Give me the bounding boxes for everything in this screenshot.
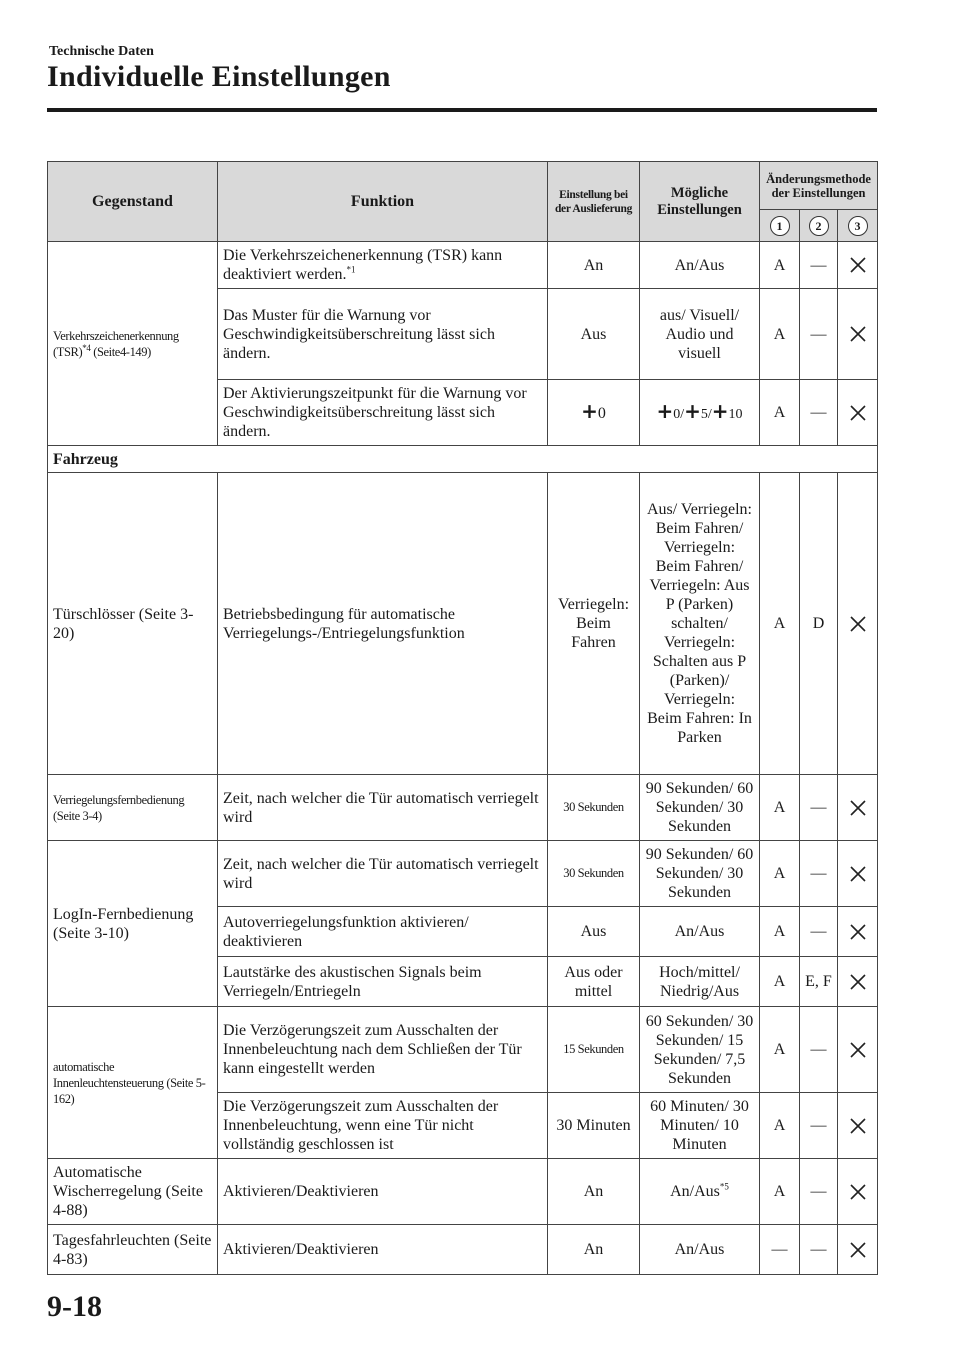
page-number: 9-18: [47, 1290, 102, 1323]
page-title: Individuelle Einstellungen: [47, 60, 391, 93]
function-cell: Der Aktivierungszeitpunkt für die Warnung vor Geschwindigkeitsüberschreitung lässt sich ändern.: [218, 380, 548, 446]
x-mark-icon: [838, 841, 878, 907]
options-cell: An/Aus: [640, 1225, 760, 1275]
function-cell: Die Verzögerungszeit zum Ausschalten der Innenbeleuchtung, wenn eine Tür nicht vollständig geschlossen ist: [218, 1093, 548, 1159]
item-login-remote: LogIn-Fernbedienung (Seite 3-10): [48, 841, 218, 1007]
method-col-1: 1: [760, 210, 800, 242]
options-cell: Aus/ Verriegeln: Beim Fahren/ Verriegeln: Beim Fahren/ Verriegeln: Aus P (Parken) schalten/ Verriegeln: Schalten aus P (Parken)/ Verriegeln: Beim Fahren: In Parken: [640, 473, 760, 775]
x-mark-icon: [838, 380, 878, 446]
function-cell: Zeit, nach welcher die Tür automatisch verriegelt wird: [218, 841, 548, 907]
method-1-cell: A: [760, 242, 800, 289]
header-item: Gegenstand: [48, 162, 218, 242]
method-2-cell: —: [800, 380, 838, 446]
function-cell: Autoverriegelungsfunktion aktivieren/ deaktivieren: [218, 907, 548, 957]
factory-cell: 15 Sekunden: [548, 1007, 640, 1093]
method-2-cell: E, F: [800, 957, 838, 1007]
method-1-cell: A: [760, 907, 800, 957]
factory-cell: 30 Sekunden: [548, 841, 640, 907]
table-row: [48, 1159, 878, 1225]
x-mark-icon: [838, 775, 878, 841]
method-2-cell: —: [800, 1093, 838, 1159]
table-row: [48, 242, 878, 289]
x-mark-icon: [838, 1007, 878, 1093]
header-change-method: Änderungsmethode der Einstellungen: [760, 162, 878, 210]
item-daytime-lights: Tagesfahrleuchten (Seite 4-83): [48, 1225, 218, 1275]
item-remote: Verriegelungsfernbedienung (Seite 3-4): [48, 775, 218, 841]
method-2-cell: —: [800, 907, 838, 957]
method-2-cell: D: [800, 473, 838, 775]
x-mark-icon: [838, 242, 878, 289]
method-1-cell: A: [760, 957, 800, 1007]
table-row: [48, 1007, 878, 1093]
table-row: [48, 1225, 878, 1275]
function-cell: Zeit, nach welcher die Tür automatisch verriegelt wird: [218, 775, 548, 841]
table-row: [48, 841, 878, 907]
factory-cell: Verriegeln: Beim Fahren: [548, 473, 640, 775]
options-cell: 60 Minuten/ 30 Minuten/ 10 Minuten: [640, 1093, 760, 1159]
group-label: Fahrzeug: [48, 446, 878, 473]
method-1-cell: A: [760, 841, 800, 907]
factory-cell: +0: [548, 380, 640, 446]
method-1-cell: A: [760, 1007, 800, 1093]
x-mark-icon: [838, 1093, 878, 1159]
x-mark-icon: [838, 907, 878, 957]
factory-cell: An: [548, 242, 640, 289]
method-col-2: 2: [800, 210, 838, 242]
function-cell: Aktivieren/Deaktivieren: [218, 1159, 548, 1225]
function-cell: Aktivieren/Deaktivieren: [218, 1225, 548, 1275]
method-1-cell: A: [760, 775, 800, 841]
factory-cell: An: [548, 1159, 640, 1225]
options-cell: 90 Sekunden/ 60 Sekunden/ 30 Sekunden: [640, 775, 760, 841]
x-mark-icon: [838, 957, 878, 1007]
plus-icon: +: [684, 398, 701, 423]
factory-cell: 30 Minuten: [548, 1093, 640, 1159]
header-possible-settings: Mögliche Einstellungen: [640, 162, 760, 242]
options-cell: An/Aus: [640, 907, 760, 957]
method-2-cell: —: [800, 1159, 838, 1225]
method-1-cell: A: [760, 473, 800, 775]
plus-icon: +: [711, 398, 729, 423]
header-factory-setting: Einstellung bei der Auslieferung: [548, 162, 640, 242]
method-2-cell: —: [800, 1007, 838, 1093]
item-wiper: Automatische Wischerregelung (Seite 4-88): [48, 1159, 218, 1225]
x-mark-icon: [838, 289, 878, 380]
table-row: [48, 473, 878, 775]
method-2-cell: —: [800, 242, 838, 289]
settings-table: [47, 161, 878, 1275]
options-cell: +0/+5/+10: [640, 380, 760, 446]
method-1-cell: A: [760, 1093, 800, 1159]
options-cell: An/Aus$^{*5}$: [640, 1159, 760, 1225]
factory-cell: Aus: [548, 907, 640, 957]
options-cell: 90 Sekunden/ 60 Sekunden/ 30 Sekunden: [640, 841, 760, 907]
x-mark-icon: [838, 1159, 878, 1225]
table-row: [48, 775, 878, 841]
factory-cell: An: [548, 1225, 640, 1275]
title-divider: [47, 108, 877, 112]
method-2-cell: —: [800, 1225, 838, 1275]
factory-cell: Aus oder mittel: [548, 957, 640, 1007]
function-cell: Die Verkehrszeichenerkennung (TSR) kann deaktiviert werden.$^{*1}$: [218, 242, 548, 289]
factory-cell: Aus: [548, 289, 640, 380]
options-cell: 60 Sekunden/ 30 Sekunden/ 15 Sekunden/ 7,5 Sekunden: [640, 1007, 760, 1093]
method-2-cell: —: [800, 841, 838, 907]
method-1-cell: —: [760, 1225, 800, 1275]
group-row: [48, 446, 878, 473]
method-2-cell: —: [800, 289, 838, 380]
plus-icon: +: [656, 398, 674, 423]
method-1-cell: A: [760, 380, 800, 446]
function-cell: Die Verzögerungszeit zum Ausschalten der Innenbeleuchtung nach dem Schließen der Tür kann eingestellt werden: [218, 1007, 548, 1093]
section-label: Technische Daten: [49, 44, 154, 59]
header-function: Funktion: [218, 162, 548, 242]
plus-icon: +: [581, 399, 598, 423]
function-cell: Betriebsbedingung für automatische Verriegelungs-/Entriegelungsfunktion: [218, 473, 548, 775]
item-tsr: Verkehrszeichenerkennung (TSR)$^{*4}$ (Seite4-149): [48, 242, 218, 446]
method-1-cell: A: [760, 289, 800, 380]
function-cell: Lautstärke des akustischen Signals beim Verriegeln/Entriegeln: [218, 957, 548, 1007]
item-door-locks: Türschlösser (Seite 3-20): [48, 473, 218, 775]
item-interior-lights: automatische Innenleuchtensteuerung (Seite 5-162): [48, 1007, 218, 1159]
function-cell: Das Muster für die Warnung vor Geschwindigkeitsüberschreitung lässt sich ändern.: [218, 289, 548, 380]
method-2-cell: —: [800, 775, 838, 841]
options-cell: aus/ Visuell/ Audio und visuell: [640, 289, 760, 380]
x-mark-icon: [838, 1225, 878, 1275]
method-col-3: 3: [838, 210, 878, 242]
x-mark-icon: [838, 473, 878, 775]
factory-cell: 30 Sekunden: [548, 775, 640, 841]
options-cell: Hoch/mittel/ Niedrig/Aus: [640, 957, 760, 1007]
method-1-cell: A: [760, 1159, 800, 1225]
options-cell: An/Aus: [640, 242, 760, 289]
